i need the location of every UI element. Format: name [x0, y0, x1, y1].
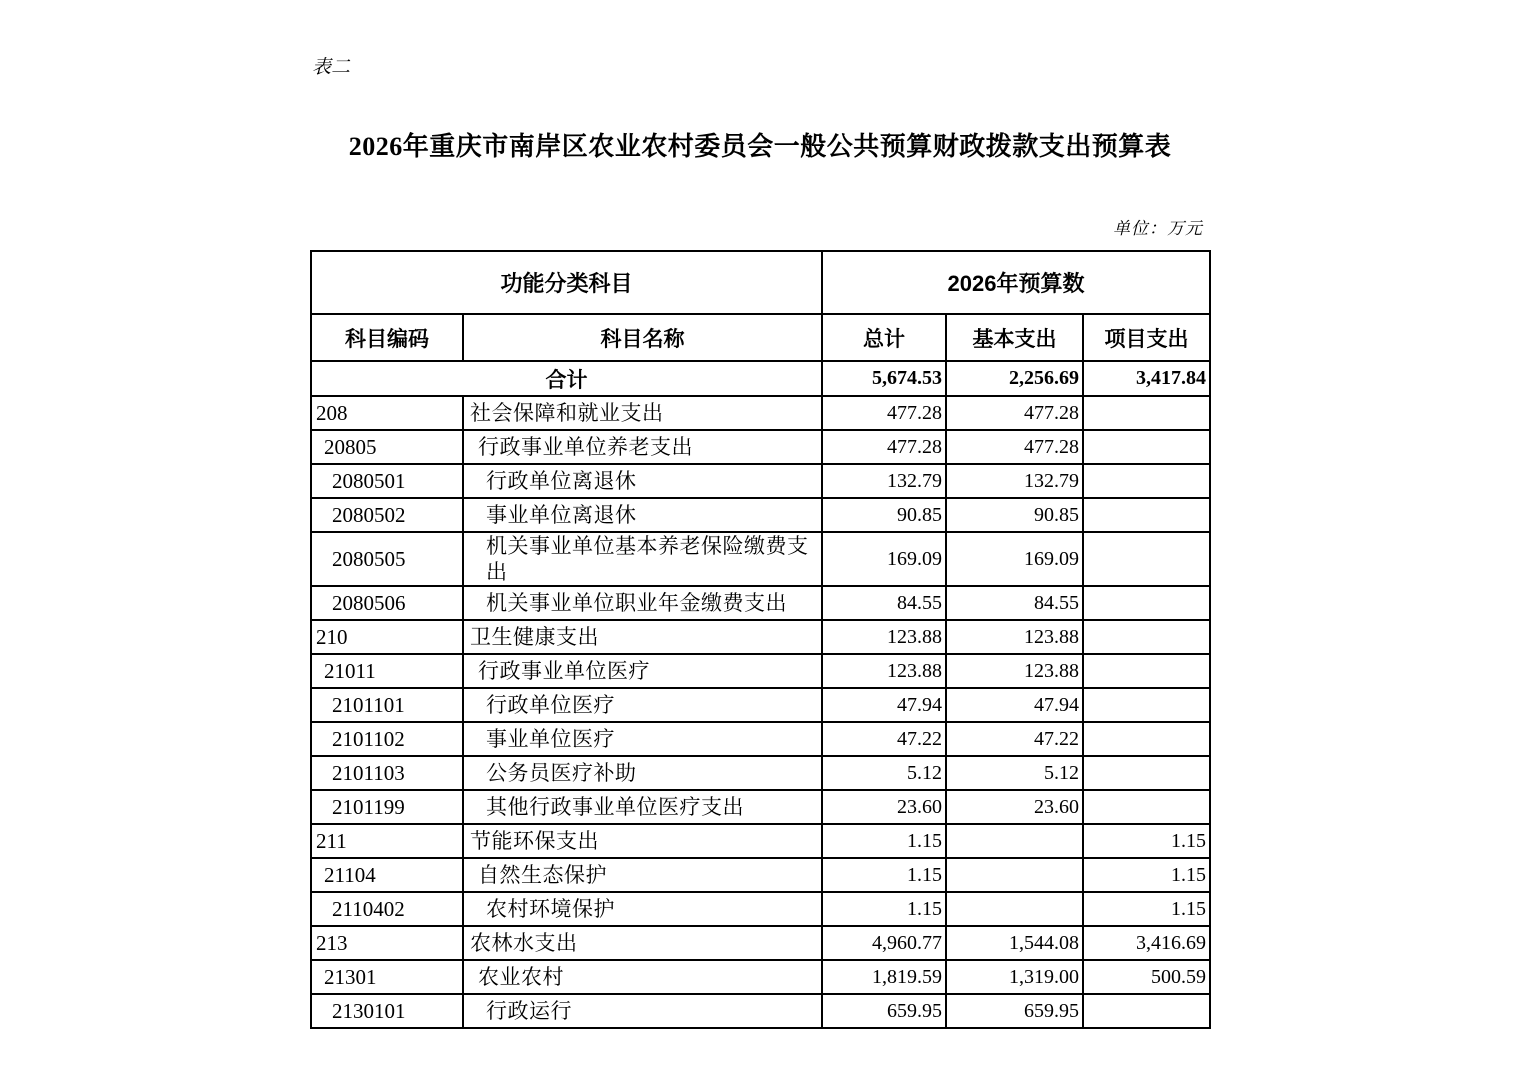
table-row [311, 824, 1210, 858]
table-row [311, 396, 1210, 430]
col-header-project-expenditure: 项目支出 [1083, 314, 1210, 361]
col-header-total: 总计 [822, 314, 946, 361]
row-subject-code: 2080506 [311, 586, 463, 620]
row-project-value: 1.15 [1083, 858, 1210, 892]
row-subject-code: 21301 [311, 960, 463, 994]
row-project-value [1083, 498, 1210, 532]
row-basic-value: 659.95 [946, 994, 1083, 1028]
row-basic-value [946, 858, 1083, 892]
table-header-columns [311, 314, 1210, 361]
row-project-value: 1.15 [1083, 892, 1210, 926]
row-subject-name: 行政事业单位养老支出 [463, 430, 822, 464]
row-project-value [1083, 586, 1210, 620]
row-basic-value: 132.79 [946, 464, 1083, 498]
row-basic-value: 84.55 [946, 586, 1083, 620]
col-header-basic-expenditure: 基本支出 [946, 314, 1083, 361]
table-row [311, 688, 1210, 722]
row-project-value [1083, 654, 1210, 688]
row-subject-name: 行政单位医疗 [463, 688, 822, 722]
row-project-value: 3,416.69 [1083, 926, 1210, 960]
table-row [311, 858, 1210, 892]
row-project-value [1083, 688, 1210, 722]
row-total-value: 1,819.59 [822, 960, 946, 994]
row-subject-name: 卫生健康支出 [463, 620, 822, 654]
row-subject-name: 机关事业单位基本养老保险缴费支出 [463, 532, 822, 586]
row-project-value [1083, 994, 1210, 1028]
row-subject-name: 农村环境保护 [463, 892, 822, 926]
row-basic-value: 477.28 [946, 396, 1083, 430]
row-subject-name: 农林水支出 [463, 926, 822, 960]
row-basic-value [946, 824, 1083, 858]
table-row [311, 620, 1210, 654]
table-row [311, 498, 1210, 532]
row-project-value: 1.15 [1083, 824, 1210, 858]
table-row [311, 532, 1210, 586]
row-project-value [1083, 620, 1210, 654]
row-total-value: 1.15 [822, 892, 946, 926]
row-subject-code: 2101102 [311, 722, 463, 756]
row-basic-value: 5.12 [946, 756, 1083, 790]
row-subject-code: 2110402 [311, 892, 463, 926]
row-project-value [1083, 464, 1210, 498]
row-basic-value: 47.22 [946, 722, 1083, 756]
table-row [311, 926, 1210, 960]
row-subject-name: 自然生态保护 [463, 858, 822, 892]
row-subject-code: 2080502 [311, 498, 463, 532]
row-total-value: 47.22 [822, 722, 946, 756]
row-basic-value: 169.09 [946, 532, 1083, 586]
row-project-value: 500.59 [1083, 960, 1210, 994]
table-header-groups [311, 251, 1210, 314]
row-basic-value: 1,544.08 [946, 926, 1083, 960]
row-subject-code: 21011 [311, 654, 463, 688]
table-row [311, 994, 1210, 1028]
row-subject-code: 2101103 [311, 756, 463, 790]
row-basic-value: 1,319.00 [946, 960, 1083, 994]
grand-total-row [311, 361, 1210, 396]
row-subject-code: 21104 [311, 858, 463, 892]
row-subject-name: 行政运行 [463, 994, 822, 1028]
row-subject-code: 20805 [311, 430, 463, 464]
grand-total-project: 3,417.84 [1083, 361, 1210, 396]
row-total-value: 90.85 [822, 498, 946, 532]
grand-total-total: 5,674.53 [822, 361, 946, 396]
row-subject-name: 行政事业单位医疗 [463, 654, 822, 688]
row-subject-code: 211 [311, 824, 463, 858]
row-subject-name: 机关事业单位职业年金缴费支出 [463, 586, 822, 620]
row-total-value: 5.12 [822, 756, 946, 790]
row-subject-name: 事业单位离退休 [463, 498, 822, 532]
row-total-value: 1.15 [822, 858, 946, 892]
row-total-value: 477.28 [822, 396, 946, 430]
row-total-value: 123.88 [822, 620, 946, 654]
row-subject-name: 公务员医疗补助 [463, 756, 822, 790]
budget-table [310, 250, 1211, 1029]
row-subject-code: 2080505 [311, 532, 463, 586]
table-row [311, 722, 1210, 756]
row-subject-code: 2101199 [311, 790, 463, 824]
row-basic-value: 90.85 [946, 498, 1083, 532]
row-subject-code: 210 [311, 620, 463, 654]
table-number-tag: 表二 [312, 57, 351, 78]
table-row [311, 790, 1210, 824]
row-subject-code: 2130101 [311, 994, 463, 1028]
row-basic-value [946, 892, 1083, 926]
row-project-value [1083, 430, 1210, 464]
table-row [311, 756, 1210, 790]
row-total-value: 169.09 [822, 532, 946, 586]
table-row [311, 586, 1210, 620]
row-subject-name: 社会保障和就业支出 [463, 396, 822, 430]
table-row [311, 960, 1210, 994]
table-row [311, 430, 1210, 464]
row-basic-value: 123.88 [946, 654, 1083, 688]
table-row [311, 892, 1210, 926]
row-total-value: 47.94 [822, 688, 946, 722]
unit-note: 单位：万元 [1113, 219, 1203, 238]
row-subject-code: 213 [311, 926, 463, 960]
row-total-value: 132.79 [822, 464, 946, 498]
row-total-value: 477.28 [822, 430, 946, 464]
page-title: 2026年重庆市南岸区农业农村委员会一般公共预算财政拨款支出预算表 [348, 132, 1172, 161]
row-basic-value: 477.28 [946, 430, 1083, 464]
row-total-value: 4,960.77 [822, 926, 946, 960]
row-subject-code: 2101101 [311, 688, 463, 722]
row-project-value [1083, 532, 1210, 586]
row-total-value: 23.60 [822, 790, 946, 824]
grand-total-basic: 2,256.69 [946, 361, 1083, 396]
row-total-value: 1.15 [822, 824, 946, 858]
row-subject-code: 2080501 [311, 464, 463, 498]
table-row [311, 654, 1210, 688]
row-subject-code: 208 [311, 396, 463, 430]
row-subject-name: 其他行政事业单位医疗支出 [463, 790, 822, 824]
row-total-value: 84.55 [822, 586, 946, 620]
row-subject-name: 节能环保支出 [463, 824, 822, 858]
row-basic-value: 23.60 [946, 790, 1083, 824]
row-subject-name: 事业单位医疗 [463, 722, 822, 756]
row-subject-name: 行政单位离退休 [463, 464, 822, 498]
header-budget-2026: 2026年预算数 [822, 251, 1210, 314]
row-basic-value: 123.88 [946, 620, 1083, 654]
row-basic-value: 47.94 [946, 688, 1083, 722]
table-row [311, 464, 1210, 498]
grand-total-label: 合计 [311, 361, 822, 396]
row-project-value [1083, 790, 1210, 824]
row-project-value [1083, 722, 1210, 756]
col-header-subject-name: 科目名称 [463, 314, 822, 361]
row-project-value [1083, 396, 1210, 430]
row-total-value: 659.95 [822, 994, 946, 1028]
row-subject-name: 农业农村 [463, 960, 822, 994]
row-total-value: 123.88 [822, 654, 946, 688]
col-header-subject-code: 科目编码 [311, 314, 463, 361]
header-functional-classification: 功能分类科目 [311, 251, 822, 314]
row-project-value [1083, 756, 1210, 790]
